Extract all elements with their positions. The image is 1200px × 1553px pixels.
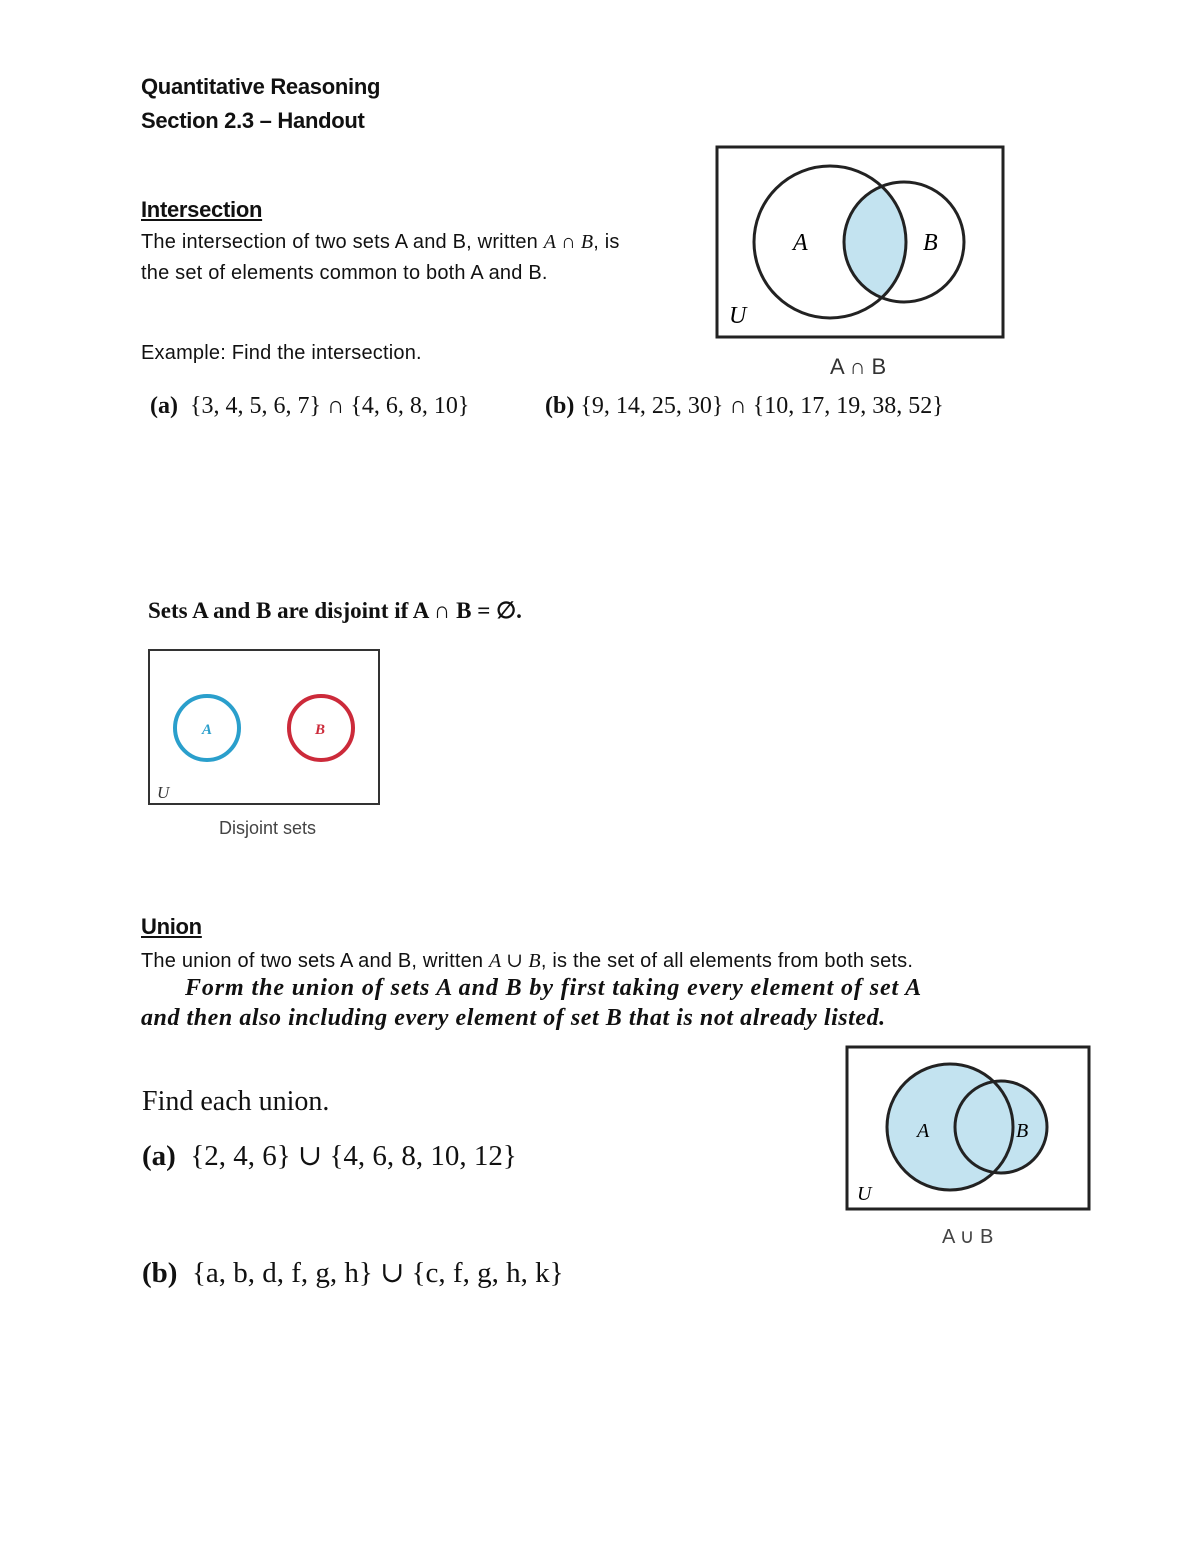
intersection-example-label: Example: Find the intersection. bbox=[141, 342, 422, 364]
universe-label: U bbox=[729, 303, 747, 329]
set-b-label: B bbox=[923, 230, 938, 256]
union-example-a: (a) {2, 4, 6} ∪ {4, 6, 8, 10, 12} bbox=[142, 1140, 517, 1172]
set-b-label: B bbox=[315, 722, 326, 738]
universe-box bbox=[149, 650, 379, 804]
intersection-venn-diagram bbox=[715, 145, 1007, 341]
intersection-diagram-caption: A ∩ B bbox=[830, 354, 887, 379]
doc-subtitle: Section 2.3 – Handout bbox=[141, 108, 365, 133]
intersection-example-a: (a) {3, 4, 5, 6, 7} ∩ {4, 6, 8, 10} bbox=[150, 393, 470, 419]
union-venn-diagram bbox=[845, 1045, 1093, 1213]
union-find-label: Find each union. bbox=[142, 1086, 330, 1117]
set-a-label: A bbox=[917, 1120, 930, 1142]
union-rule-line2: and then also including every element of set B that is not already listed. bbox=[141, 1005, 886, 1031]
union-example-b: (b) {a, b, d, f, g, h} ∪ {c, f, g, h, k} bbox=[142, 1257, 564, 1289]
set-a-label: A bbox=[793, 230, 808, 256]
union-rule-line1: Form the union of sets A and B by first taking every element of set A bbox=[185, 975, 923, 1001]
intersection-example-b: (b) {9, 14, 25, 30} ∩ {10, 17, 19, 38, 52} bbox=[545, 393, 944, 419]
union-heading: Union bbox=[141, 914, 202, 939]
union-definition: The union of two sets A and B, written A ∪ B, is the set of all elements from both sets. bbox=[141, 950, 914, 972]
disjoint-venn-diagram bbox=[147, 648, 383, 808]
disjoint-diagram-caption: Disjoint sets bbox=[219, 818, 317, 838]
union-diagram-caption: A ∪ B bbox=[942, 1226, 994, 1248]
disjoint-statement: Sets A and B are disjoint if A ∩ B = ∅. bbox=[148, 598, 522, 623]
universe-label: U bbox=[157, 783, 170, 802]
universe-label: U bbox=[857, 1183, 872, 1205]
intersection-definition-line2: the set of elements common to both A and B. bbox=[141, 262, 548, 284]
intersection-heading: Intersection bbox=[141, 197, 263, 222]
set-b-label: B bbox=[1016, 1120, 1029, 1142]
doc-title: Quantitative Reasoning bbox=[141, 74, 381, 99]
set-a-label: A bbox=[202, 722, 213, 738]
intersection-definition-line1: The intersection of two sets A and B, written A ∩ B, is bbox=[141, 231, 620, 253]
